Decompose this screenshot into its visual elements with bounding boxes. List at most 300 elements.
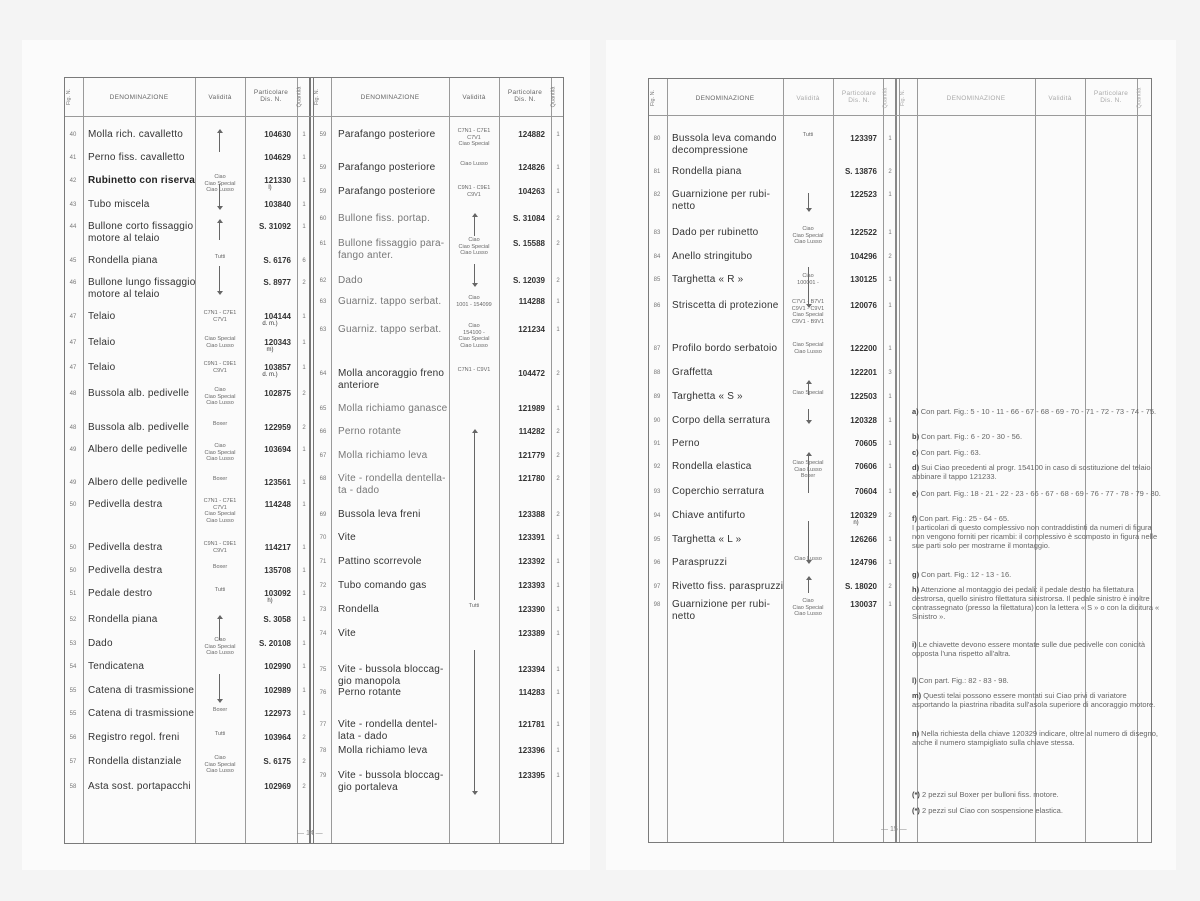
validity: Tutti <box>214 254 226 260</box>
part-number-value: 130037 <box>850 600 877 609</box>
table-row <box>65 185 563 203</box>
table-row <box>65 212 563 230</box>
part-name: Tubo miscela <box>88 199 150 210</box>
footnote-label: (*) <box>912 806 920 815</box>
part-name: Pedivella destra <box>88 542 163 553</box>
part-number <box>835 301 877 310</box>
quantity: 1 <box>302 340 306 346</box>
part-name: Dado <box>338 275 363 286</box>
fig-number: 50 <box>69 502 77 508</box>
part-number <box>503 325 545 334</box>
part-name: Perno rotante <box>338 426 402 437</box>
footnote-text: Nella richiesta della chiave 120329 indicare, oltre al numero di disegno, anche il numero stampigliato sulla chiave stessa. <box>912 729 1158 747</box>
range-arrow <box>808 193 809 211</box>
part-number <box>835 582 877 591</box>
part-number-value: 121779 <box>518 451 545 460</box>
part-name: Molla richiamo ganasce <box>338 403 448 414</box>
fig-number: 69 <box>319 512 327 518</box>
quantity: 2 <box>302 391 306 397</box>
part-number <box>835 600 877 609</box>
quantity: 1 <box>888 441 892 447</box>
note-ref: l) <box>268 185 272 191</box>
part-number-value: S. 12039 <box>512 276 545 285</box>
part-name: Parafango posteriore <box>338 186 436 197</box>
quantity: 2 <box>302 280 306 286</box>
part-name: Bullone fissaggio para- fango anter. <box>338 238 445 261</box>
validity: Ciao Ciao Special Ciao Lusso <box>204 387 236 406</box>
quantity: 1 <box>888 560 892 566</box>
fig-number: 91 <box>653 441 661 447</box>
fig-number: 86 <box>653 303 661 309</box>
fig-number: 76 <box>319 690 327 696</box>
part-number <box>835 228 877 237</box>
validity: Ciao Ciao Special Ciao Lusso <box>458 237 490 256</box>
part-number <box>503 276 545 285</box>
table-row <box>65 579 563 597</box>
part-number-value: 122201 <box>850 368 877 377</box>
part-number-value: 104630 <box>264 130 291 139</box>
footnote-label: c) <box>912 448 919 457</box>
table-row <box>65 295 563 313</box>
part-name: Graffetta <box>672 367 713 378</box>
part-name: Catena di trasmissione <box>88 708 195 719</box>
fig-number: 73 <box>319 607 327 613</box>
header-fig: Fig. N. <box>650 89 657 107</box>
fig-number: 47 <box>69 314 77 320</box>
part-number-value: 120329 <box>850 511 877 520</box>
quantity: 1 <box>888 136 892 142</box>
part-number-value: 104144 <box>264 312 291 321</box>
part-name: Pattino scorrevole <box>338 556 422 567</box>
part-number-value: S. 6176 <box>263 256 291 265</box>
validity: Ciao 1001 - 154099 <box>456 295 492 308</box>
quantity: 1 <box>302 314 306 320</box>
fig-number: 59 <box>319 132 327 138</box>
quantity: 2 <box>302 784 306 790</box>
header-particolare: Particolare Dis. N. <box>507 89 543 103</box>
part-name: Pedivella destra <box>88 565 163 576</box>
fig-number: 50 <box>69 568 77 574</box>
validity: Ciao Lusso <box>460 161 488 167</box>
fig-number: 71 <box>319 559 327 565</box>
validity: Tutti <box>468 603 480 609</box>
validity: Ciao Special Ciao Lusso Boxer <box>792 460 824 479</box>
table-row <box>649 165 1151 183</box>
quantity: 2 <box>556 429 560 435</box>
validity: Ciao Ciao Special Ciao Lusso <box>204 174 236 193</box>
part-number-value: 123394 <box>518 665 545 674</box>
part-number-value: 123397 <box>850 134 877 143</box>
range-arrow <box>808 521 809 563</box>
note-ref: d. m.) <box>262 321 278 327</box>
footnote-text: Con part. Fig.: 12 - 13 - 16. <box>919 570 1012 579</box>
part-number <box>835 167 877 176</box>
part-number-value: 70606 <box>854 462 877 471</box>
part-number-value: 103092 <box>264 589 291 598</box>
validity: Boxer <box>212 476 228 482</box>
part-number-value: 122973 <box>264 709 291 718</box>
part-number-value: 104296 <box>850 252 877 261</box>
quantity: 1 <box>302 591 306 597</box>
part-name: Guarniz. tappo serbat. <box>338 296 442 307</box>
part-number-value: 103964 <box>264 733 291 742</box>
part-number-value: 114248 <box>264 500 291 509</box>
validity: C7N1 - C9V1 <box>457 367 491 373</box>
part-name: Bussola leva freni <box>338 509 421 520</box>
quantity: 1 <box>556 299 560 305</box>
part-name: Parafango posteriore <box>338 162 436 173</box>
footnote <box>912 585 1162 621</box>
fig-number: 66 <box>319 429 327 435</box>
quantity: 1 <box>302 365 306 371</box>
part-number-value: 123395 <box>518 771 545 780</box>
fig-number: 53 <box>69 641 77 647</box>
part-name: Perno <box>672 438 700 449</box>
part-number <box>503 533 545 542</box>
part-number <box>835 416 877 425</box>
part-number <box>503 163 545 172</box>
fig-number: 88 <box>653 370 661 376</box>
footnote <box>912 570 1162 579</box>
quantity: 1 <box>556 165 560 171</box>
part-number-value: 114288 <box>518 297 545 306</box>
note-ref: d. m.) <box>262 372 278 378</box>
header-quantita: Quantità <box>550 86 557 108</box>
fig-number: 84 <box>653 254 661 260</box>
part-name: Registro regol. freni <box>88 732 180 743</box>
range-arrow <box>808 267 809 307</box>
part-number <box>503 427 545 436</box>
part-name: Rondella distanziale <box>88 756 182 767</box>
footnote-label: a) <box>912 407 919 416</box>
part-number <box>249 256 291 265</box>
part-number <box>503 474 545 483</box>
part-number <box>835 252 877 261</box>
part-number-value: S. 31092 <box>258 222 291 231</box>
quantity: 2 <box>888 254 892 260</box>
validity: C9N1 - C9E1 C9V1 <box>457 185 491 198</box>
part-name: Asta sost. portapacchi <box>88 781 191 792</box>
validity: Ciao 100001 - <box>797 273 819 286</box>
fig-number: 70 <box>319 535 327 541</box>
part-number-value: 121234 <box>518 325 545 334</box>
footnote-text: Con part. Fig.: 63. <box>918 448 981 457</box>
part-number-value: 114217 <box>264 543 291 552</box>
fig-number: 87 <box>653 346 661 352</box>
footnote-label: e) <box>912 489 919 498</box>
fig-number: 94 <box>653 513 661 519</box>
quantity: 1 <box>302 664 306 670</box>
fig-number: 52 <box>69 617 77 623</box>
part-name: Perno rotante <box>338 687 402 698</box>
part-number-value: 120328 <box>850 416 877 425</box>
range-arrow <box>808 381 809 395</box>
fig-number: 47 <box>69 365 77 371</box>
table-row <box>649 188 1151 212</box>
part-number-value: 123390 <box>518 605 545 614</box>
part-number-value: 123388 <box>518 510 545 519</box>
part-number-value: S. 31084 <box>512 214 545 223</box>
quantity: 2 <box>302 735 306 741</box>
range-arrow <box>219 674 220 702</box>
part-number-value: 121781 <box>518 720 545 729</box>
header-validita: Validità <box>796 95 820 102</box>
quantity: 1 <box>302 545 306 551</box>
quantity: 1 <box>556 583 560 589</box>
table-row <box>649 366 1151 384</box>
fig-number: 54 <box>69 664 77 670</box>
part-name: Telaio <box>88 311 116 322</box>
table-row <box>65 603 563 621</box>
part-name: Vite - rondella dentel- lata - dado <box>338 719 438 742</box>
validity: Tutti <box>214 731 226 737</box>
table-row <box>649 273 1151 291</box>
part-name: Bussola alb. pedivelle <box>88 388 190 399</box>
footnote <box>912 448 1162 457</box>
range-arrow <box>219 220 220 240</box>
part-number <box>503 239 545 248</box>
part-number-value: 114282 <box>518 427 545 436</box>
quantity: 2 <box>556 278 560 284</box>
footnote-text: Con part. Fig.: 18 - 21 - 22 - 23 - 66 - 67 - 68 - 69 - 76 - 77 - 78 - 79 - 80. <box>918 489 1161 498</box>
range-arrow <box>808 577 809 593</box>
part-name: Molla richiamo leva <box>338 745 428 756</box>
part-number-value: 114283 <box>518 688 545 697</box>
part-name: Molla rich. cavalletto <box>88 129 183 140</box>
part-number-value: 121989 <box>518 404 545 413</box>
part-number-value: 130125 <box>850 275 877 284</box>
quantity: 2 <box>556 241 560 247</box>
fig-number: 44 <box>69 224 77 230</box>
part-name: Telaio <box>88 337 116 348</box>
range-arrow <box>808 409 809 423</box>
part-number-value: 103840 <box>264 200 291 209</box>
fig-number: 83 <box>653 230 661 236</box>
table-row <box>65 425 563 443</box>
part-name: Vite <box>338 628 356 639</box>
part-name: Catena di trasmissione <box>88 685 195 696</box>
range-arrow <box>474 214 475 236</box>
part-name: Rubinetto con riserva <box>88 175 195 186</box>
part-number-value: 121780 <box>518 474 545 483</box>
part-name: Paraspruzzi <box>672 557 727 568</box>
part-number-value: 70604 <box>854 487 877 496</box>
quantity: 2 <box>556 453 560 459</box>
quantity: 1 <box>888 277 892 283</box>
fig-number: 81 <box>653 169 661 175</box>
quantity: 6 <box>302 258 306 264</box>
fig-number: 61 <box>319 241 327 247</box>
fig-number: 48 <box>69 391 77 397</box>
quantity: 1 <box>888 230 892 236</box>
part-name: Targhetta « L » <box>672 534 742 545</box>
quantity: 1 <box>888 464 892 470</box>
quantity: 1 <box>302 502 306 508</box>
fig-number: 97 <box>653 584 661 590</box>
footnote-label: b) <box>912 432 920 441</box>
quantity: 2 <box>888 584 892 590</box>
footnote <box>912 691 1162 709</box>
part-number <box>835 462 877 471</box>
part-number-value: S. 15588 <box>512 239 545 248</box>
part-number-value: 103694 <box>264 445 291 454</box>
part-number <box>835 535 877 544</box>
part-number <box>503 130 545 139</box>
part-number <box>835 487 877 496</box>
table-row <box>649 414 1151 432</box>
fig-number: 41 <box>69 155 77 161</box>
fig-number: 57 <box>69 759 77 765</box>
part-number <box>835 511 877 526</box>
footnote <box>912 729 1162 747</box>
part-number <box>503 746 545 755</box>
fig-number: 47 <box>69 340 77 346</box>
table-row <box>65 744 563 762</box>
footnote-label: m) <box>912 691 922 700</box>
part-name: Albero delle pedivelle <box>88 444 188 455</box>
validity: Boxer <box>212 564 228 570</box>
range-arrow <box>474 430 475 600</box>
page-number: — 15 — <box>881 826 907 833</box>
fig-number: 85 <box>653 277 661 283</box>
footnote <box>912 407 1162 416</box>
header-fig: Fig. N. <box>900 89 907 107</box>
table-row <box>65 367 563 391</box>
part-number-value: 123389 <box>518 629 545 638</box>
quantity: 1 <box>888 394 892 400</box>
quantity: 1 <box>556 559 560 565</box>
quantity: 1 <box>556 690 560 696</box>
validity: Ciao Special Ciao Lusso <box>792 342 824 355</box>
part-number-value: 70605 <box>854 439 877 448</box>
left-page <box>22 40 590 870</box>
fig-number: 79 <box>319 773 327 779</box>
quantity: 1 <box>302 224 306 230</box>
part-number <box>835 368 877 377</box>
quantity: 2 <box>556 512 560 518</box>
header-quantita: Quantità <box>296 86 303 108</box>
header-denominazione: DENOMINAZIONE <box>946 95 1006 102</box>
validity: C9N1 - C9E1 C9V1 <box>203 541 237 554</box>
part-name: Vite - rondella dentella- ta - dado <box>338 473 446 496</box>
part-number <box>503 629 545 638</box>
table-row <box>65 254 563 272</box>
part-number-value: 102969 <box>264 782 291 791</box>
part-number-value: 123391 <box>518 533 545 542</box>
validity: Tutti <box>214 587 226 593</box>
page-number: — 14 — <box>297 830 323 837</box>
part-name: Chiave antifurto <box>672 510 746 521</box>
fig-number: 77 <box>319 722 327 728</box>
fig-number: 96 <box>653 560 661 566</box>
fig-number: 59 <box>319 165 327 171</box>
quantity: 1 <box>888 537 892 543</box>
footnote <box>912 676 1162 685</box>
part-number-value: S. 18020 <box>844 582 877 591</box>
footnote <box>912 514 1162 550</box>
table-row <box>65 769 563 793</box>
fig-number: 43 <box>69 202 77 208</box>
right-page <box>606 40 1176 870</box>
part-number-value: 122522 <box>850 228 877 237</box>
part-number <box>835 190 877 199</box>
quantity: 1 <box>556 327 560 333</box>
range-arrow <box>219 266 220 294</box>
part-name: Perno fiss. cavalletto <box>88 152 185 163</box>
fig-number: 80 <box>653 136 661 142</box>
part-name: Bullone corto fissaggio motore al telaio <box>88 221 194 244</box>
header-particolare: Particolare Dis. N. <box>841 90 877 104</box>
fig-number: 65 <box>319 406 327 412</box>
quantity: 1 <box>556 773 560 779</box>
fig-number: 90 <box>653 418 661 424</box>
part-number <box>249 709 291 718</box>
quantity: 2 <box>556 216 560 222</box>
range-arrow <box>474 650 475 794</box>
part-name: Vite <box>338 532 356 543</box>
quantity: 1 <box>556 631 560 637</box>
part-name: Guarniz. tappo serbat. <box>338 324 442 335</box>
fig-number: 67 <box>319 453 327 459</box>
table-row <box>65 274 563 292</box>
fig-number: 98 <box>653 602 661 608</box>
part-number <box>503 510 545 519</box>
part-name: Guarnizione per rubi- netto <box>672 599 771 622</box>
part-name: Bussola leva comando decompressione <box>672 133 777 156</box>
part-name: Bullone fiss. portap. <box>338 213 431 224</box>
validity: Tutti <box>802 132 814 138</box>
part-number-value: 135708 <box>264 566 291 575</box>
header-fig: Fig. N. <box>66 88 73 106</box>
part-number-value: 123392 <box>518 557 545 566</box>
table-row <box>649 342 1151 360</box>
footnote-text: Con part. Fig.: 25 - 64 - 65. I particolari di questo complessivo non contraddistinti da numeri di figura non vengono forniti per ricambi: il complessivo è scomposto in figura nelle sue parti solo per mostrarne il montaggio. <box>912 514 1158 550</box>
part-number-value: 123561 <box>264 478 291 487</box>
fig-number: 58 <box>69 784 77 790</box>
table-row <box>65 472 563 496</box>
part-name: Rondella piana <box>88 255 158 266</box>
footnote <box>912 640 1162 658</box>
part-number-value: 120076 <box>850 301 877 310</box>
header-particolare: Particolare Dis. N. <box>1093 90 1129 104</box>
range-arrow <box>219 616 220 640</box>
footnote-label: n) <box>912 729 920 738</box>
fig-number: 46 <box>69 280 77 286</box>
table-row <box>649 226 1151 244</box>
note-ref: n) <box>853 520 859 526</box>
part-number-value: 120343 <box>264 338 291 347</box>
footnote <box>912 806 1162 815</box>
part-number-value: 124882 <box>518 130 545 139</box>
part-name: Pedivella destra <box>88 499 163 510</box>
quantity: 1 <box>888 303 892 309</box>
part-number-value: 104263 <box>518 187 545 196</box>
footnote-label: d) <box>912 463 920 472</box>
part-number <box>503 720 545 729</box>
fig-number: 60 <box>319 216 327 222</box>
range-arrow <box>219 130 220 152</box>
fig-number: 51 <box>69 591 77 597</box>
part-number <box>503 581 545 590</box>
footnote-text: Con part. Fig.: 5 - 10 - 11 - 66 - 67 - 68 - 69 - 70 - 71 - 72 - 73 - 74 - 75. <box>918 407 1157 416</box>
table-row <box>65 449 563 467</box>
range-arrow <box>219 184 220 209</box>
footnote-text: Questi telai possono essere montati sui Ciao privi di variatore asportando la piastrina ribadita sull'asola superiore di ancoraggio motore. <box>912 691 1156 709</box>
fig-number: 49 <box>69 447 77 453</box>
validity: Ciao Ciao Special Ciao Lusso <box>204 637 236 656</box>
part-number-value: 102875 <box>264 389 291 398</box>
footnote-label: (*) <box>912 790 920 799</box>
